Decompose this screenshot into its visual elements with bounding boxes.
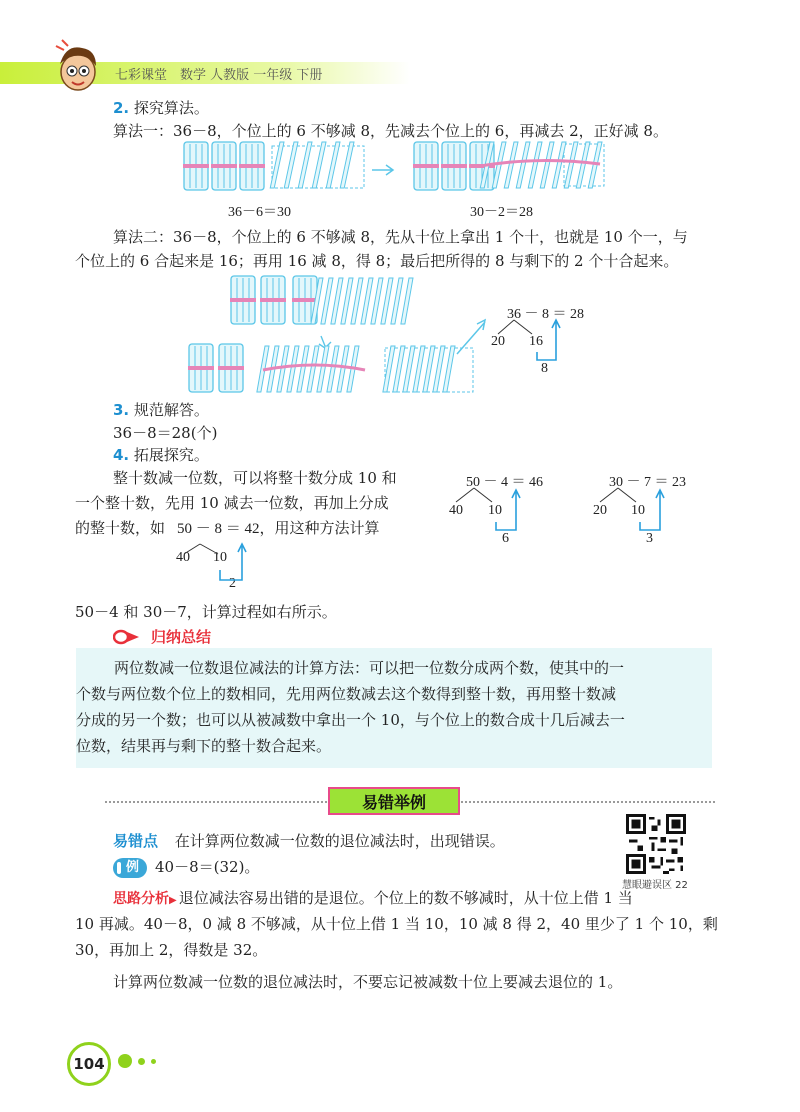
diagram-b-left: 20	[593, 503, 607, 518]
conclusion-text: 计算两位数减一位数的退位减法时，不要忘记被减数十位上要减去退位的 1。	[113, 973, 623, 991]
method2-line1: 算法二：36－8，个位上的 6 不够减 8，先从十位上拿出 1 个十，也就是 10 个一，与	[113, 228, 688, 246]
section3-heading-text: 规范解答。	[133, 401, 209, 419]
section4-line4: 50－4 和 30－7，计算过程如右所示。	[75, 603, 337, 621]
inline-diagram-expr: 50 － 8 ＝ 42	[177, 521, 260, 537]
analysis-label: 思路分析	[113, 891, 169, 907]
error-example	[113, 853, 259, 882]
section2-heading-text: 探究算法。	[133, 99, 209, 117]
diagram-main-lines	[480, 300, 590, 380]
qr-caption: 慧眼避误区 22	[622, 880, 688, 891]
inline-diagram-right: 10	[213, 550, 227, 565]
qr-code-icon[interactable]	[626, 814, 686, 874]
analysis-arrow-icon: ▶	[169, 895, 177, 906]
summary-box	[76, 648, 712, 768]
analysis-line3: 30，再加上 2，得数是 32。	[75, 941, 268, 959]
inline-diagram-lines	[170, 530, 270, 600]
method1-text: 算法一：36－8，个位上的 6 不够减 8，先减去个位上的 6，再减去 2，正好减 8。	[113, 122, 668, 140]
section4-line3-pre: 的整十数，如	[75, 519, 166, 537]
summary-icon	[113, 629, 145, 645]
eq1-label: 36－6＝30	[228, 205, 291, 220]
page-number: 104	[73, 1055, 105, 1073]
sticks-illustration-1	[180, 138, 620, 196]
summary-title-text: 归纳总结	[151, 628, 212, 646]
example-label: 例	[126, 860, 140, 875]
eq2-label: 30－2＝28	[470, 205, 533, 220]
example-badge-dot	[117, 862, 121, 874]
footer-dot-large	[118, 1054, 132, 1068]
summary-line2: 个数与两位数个位上的数相同，先用两位数减去这个数得到整十数，再用整十数减	[76, 685, 617, 703]
diagram-main-expr: 36 － 8 ＝ 28	[507, 307, 584, 322]
error-banner	[328, 787, 460, 815]
footer-dot-medium	[138, 1058, 145, 1065]
summary-line1: 两位数减一位数退位减法的计算方法：可以把一位数分成两个数，使其中的一	[114, 659, 625, 677]
section4-line1: 整十数减一位数，可以将整十数分成 10 和	[113, 469, 397, 487]
diagram-main-bottom: 8	[541, 361, 548, 376]
error-point-label: 易错点	[113, 832, 159, 850]
inline-diagram-bottom: 2	[229, 576, 236, 591]
summary-title	[113, 626, 211, 647]
inline-diagram-left: 40	[176, 550, 190, 565]
diagram-a-lines	[440, 470, 540, 550]
diagram-a-expr: 50 － 4 ＝ 46	[466, 475, 543, 490]
error-point-text: 在计算两位数减一位数的退位减法时，出现错误。	[174, 832, 505, 850]
section4-num: 4.	[113, 446, 130, 464]
analysis-line2: 10 再减。40－8，0 减 8 不够减，从十位上借 1 当 10，10 减 8 得 2，40 里少了 1 个 10，剩	[75, 915, 718, 933]
analysis-line1-text: 退位减法容易出错的是退位。个位上的数不够减时，从十位上借 1 当	[178, 889, 633, 907]
page-number-badge	[67, 1042, 111, 1086]
diagram-b-lines	[584, 470, 684, 550]
diagram-b-bottom: 3	[646, 531, 653, 546]
diagram-a-left: 40	[449, 503, 463, 518]
section4-heading-text: 拓展探究。	[133, 446, 209, 464]
method2-line2: 个位上的 6 合起来是 16；再用 16 减 8，得 8；最后把所得的 8 与剩下的 2 个十合起来。	[75, 252, 679, 270]
example-text: 40－8＝(32)。	[155, 858, 260, 876]
error-point	[113, 827, 505, 856]
section3-num: 3.	[113, 401, 130, 419]
mascot-icon	[48, 38, 104, 94]
section4-line2: 一个整十数，先用 10 减去一位数，再加上分成	[75, 494, 389, 512]
summary-line4: 位数，结果再与剩下的整十数合起来。	[76, 737, 332, 755]
footer-dot-small	[151, 1059, 156, 1064]
sticks-illustration-2	[185, 272, 515, 402]
section3-answer: 36－8＝28(个)	[113, 424, 218, 442]
diagram-a-bottom: 6	[502, 531, 509, 546]
diagram-a-right: 10	[488, 503, 502, 518]
diagram-b-right: 10	[631, 503, 645, 518]
section2-num: 2.	[113, 99, 130, 117]
header-title: 七彩课堂 数学 人教版 一年级 下册	[115, 68, 323, 83]
diagram-b-expr: 30 － 7 ＝ 23	[609, 475, 686, 490]
example-badge	[113, 858, 147, 878]
diagram-main-right: 16	[529, 334, 543, 349]
section4-line3-post: ，用这种方法计算	[259, 519, 380, 537]
error-banner-text: 易错举例	[361, 792, 426, 812]
diagram-main-left: 20	[491, 334, 505, 349]
summary-line3: 分成的另一个数；也可以从被减数中拿出一个 10，与个位上的数合成十几后减去一	[76, 711, 625, 729]
